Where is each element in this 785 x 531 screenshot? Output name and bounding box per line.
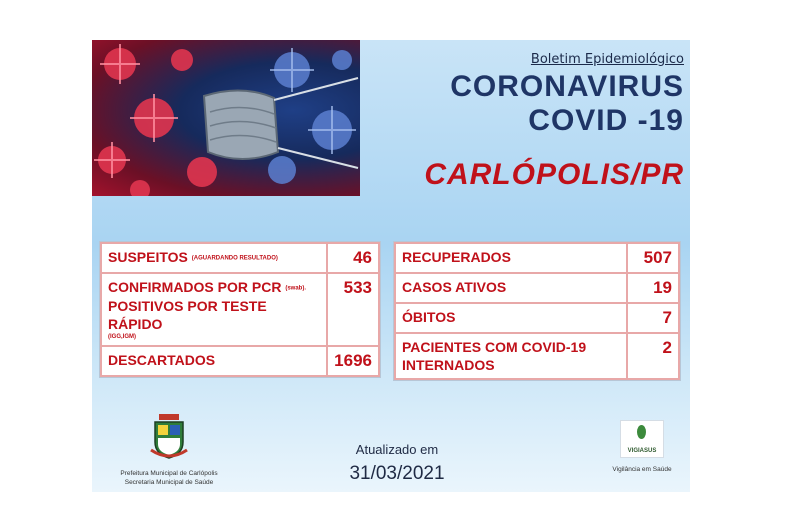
casos-ativos-label: CASOS ATIVOS: [395, 273, 627, 303]
table-row: [395, 273, 679, 303]
bulletin-poster: [92, 40, 690, 492]
row-note-2: (IGG,IGM): [108, 334, 136, 341]
virus-illustration-svg: [92, 40, 360, 196]
descartados-value: 1696: [327, 346, 379, 376]
leaf-icon: [637, 425, 646, 439]
table-row: [395, 333, 679, 379]
row-label-2: POSITIVOS POR TESTE RÁPIDO: [108, 298, 267, 333]
row-label: CONFIRMADOS POR PCR: [108, 279, 282, 295]
row-note: (swab).: [285, 285, 307, 292]
confirmados-label: [101, 273, 327, 346]
table-row: [101, 273, 379, 346]
virus-mask-illustration: [92, 40, 360, 196]
right-stats-table: [394, 242, 680, 380]
row-label: DESCARTADOS: [108, 352, 216, 369]
updated-label: Atualizado em: [355, 442, 439, 457]
internados-value: 2: [627, 333, 679, 379]
row-note: (AGUARDANDO RESULTADO): [191, 255, 278, 262]
city-coat-of-arms-icon: [149, 414, 189, 460]
prefeitura-block: [104, 414, 234, 487]
updated-block: [332, 442, 462, 485]
table-row: [101, 243, 379, 273]
prefeitura-line-1: Prefeitura Municipal de Carlópolis: [120, 470, 218, 477]
city-name: CARLÓPOLIS/PR: [424, 158, 684, 191]
table-row: [101, 346, 379, 376]
prefeitura-line-2: Secretaria Municipal de Saúde: [124, 479, 214, 486]
row-label: SUSPEITOS: [108, 249, 188, 265]
updated-date: 31/03/2021: [349, 463, 445, 484]
casos-ativos-value: 19: [627, 273, 679, 303]
vigiasus-logo-text: VIGIASUS: [627, 448, 657, 454]
table-row: [395, 303, 679, 333]
vigilancia-block: [596, 420, 688, 473]
vigilancia-caption: Vigilância em Saúde: [612, 466, 672, 473]
suspeitos-value: 46: [327, 243, 379, 273]
confirmados-value: 533: [327, 273, 379, 346]
bulletin-subtitle: Boletim Epidemiológico: [530, 52, 684, 67]
recuperados-label: RECUPERADOS: [395, 243, 627, 273]
recuperados-value: 507: [627, 243, 679, 273]
internados-label: PACIENTES COM COVID-19 INTERNADOS: [395, 333, 627, 379]
obitos-label: ÓBITOS: [395, 303, 627, 333]
title-covid: COVID -19: [528, 104, 684, 137]
suspeitos-label: [101, 243, 327, 273]
left-stats-table: [100, 242, 380, 377]
descartados-label: [101, 346, 327, 376]
vigiasus-logo: [620, 420, 664, 458]
obitos-value: 7: [627, 303, 679, 333]
title-coronavirus: CORONAVIRUS: [450, 70, 684, 103]
table-row: [395, 243, 679, 273]
